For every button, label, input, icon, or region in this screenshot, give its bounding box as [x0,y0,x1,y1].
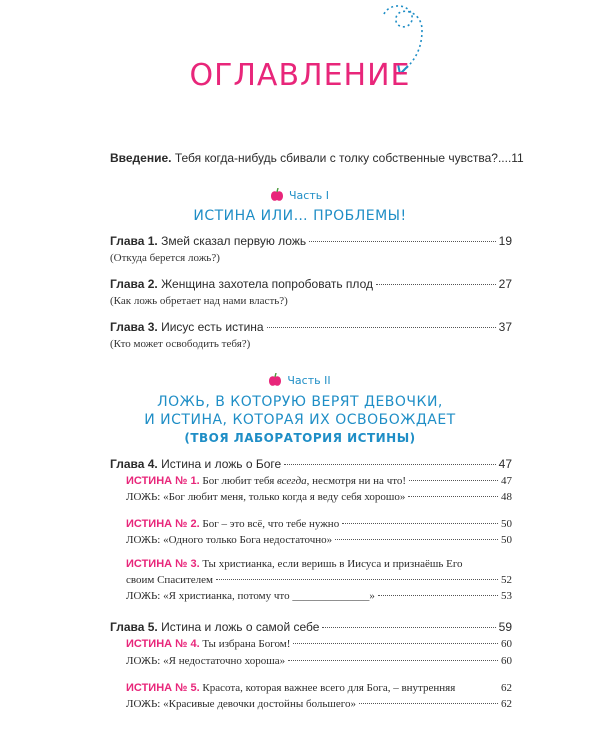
lie-label: ЛОЖЬ: [126,590,161,602]
truth-label: ИСТИНА № 2. [126,518,200,530]
toc-lie-2[interactable] [126,534,512,546]
truth-text: Красота, которая важнее всего для Бога, – внутренняя [202,682,456,694]
chapter-label: Глава 4. [110,457,158,471]
toc-chapter-2[interactable] [110,277,512,291]
toc-lie-1[interactable] [126,491,512,503]
lie-text: «Я недостаточно хороша» [163,655,286,667]
page-number: 50 [501,534,512,546]
page-number: 60 [501,638,512,650]
page-number: 47 [501,475,512,487]
chapter-title: Истина и ложь о самой себе [161,620,320,634]
toc-truth-5[interactable] [126,682,512,694]
page-number: 47 [498,457,512,471]
chapter-label: Глава 5. [110,620,158,634]
lie-text: «Я христианка, потому что ______________» [163,590,375,602]
toc-truth-2[interactable] [126,518,512,530]
toc-truth-1[interactable] [126,475,512,487]
part-1-heading: ИСТИНА ИЛИ… ПРОБЛЕМЫ! [193,208,407,224]
part-1-label [0,188,600,202]
page-number: 37 [498,320,512,334]
chapter-title: Змей сказал первую ложь [161,234,307,248]
page-number: 52 [501,574,512,586]
page-number: 59 [498,620,512,634]
chapter-3-subtitle: (Кто может освободить тебя?) [110,338,251,350]
part-2-heading-line-1: ЛОЖЬ, В КОТОРУЮ ВЕРЯТ ДЕВОЧКИ, [157,394,443,410]
page-number: 62 [501,682,512,694]
page-number: 19 [498,234,512,248]
lie-text: «Красивые девочки достойны большего» [163,698,357,710]
chapter-label: Глава 3. [110,320,158,334]
toc-truth-3-line-1[interactable] [126,558,463,570]
truth-text: Бог – это всё, что тебе нужно [202,518,340,530]
lie-label: ЛОЖЬ: [126,534,161,546]
toc-lie-4[interactable] [126,655,512,667]
lie-label: ЛОЖЬ: [126,698,161,710]
apple-icon [269,373,281,387]
toc-chapter-5[interactable] [110,620,512,634]
chapter-title: Женщина захотела попробовать плод [161,277,373,291]
intro-label: Введение. [110,151,172,165]
part-2-text: Часть II [287,374,331,387]
toc-truth-3-line-2[interactable] [126,574,512,586]
truth-label: ИСТИНА № 4. [126,638,200,650]
chapter-label: Глава 2. [110,277,158,291]
part-2-heading-line-3: (ТВОЯ ЛАБОРАТОРИЯ ИСТИНЫ) [184,431,416,445]
chapter-2-subtitle: (Как ложь обретает над нами власть?) [110,295,288,307]
toc-lie-5[interactable] [126,698,512,710]
truth-label: ИСТИНА № 1. [126,475,200,487]
lie-label: ЛОЖЬ: [126,655,161,667]
apple-icon [271,188,283,202]
page-number: 53 [501,590,512,602]
intro-text: Тебя когда-нибудь сбивали с толку собственные чувства?....11 [174,151,524,165]
truth-label: ИСТИНА № 5. [126,682,200,694]
chapter-1-subtitle: (Откуда берется ложь?) [110,252,220,264]
truth-label: ИСТИНА № 3. [126,558,200,570]
toc-truth-4[interactable] [126,638,512,650]
truth-text: Ты христианка, если веришь в Иисуса и признаёшь Его [202,558,463,570]
toc-chapter-3[interactable] [110,320,512,334]
toc-chapter-1[interactable] [110,234,512,248]
truth-text-end: , несмотря ни на что! [306,475,407,487]
toc-lie-3[interactable] [126,590,512,602]
page-title: ОГЛАВЛЕНИЕ [189,58,411,93]
chapter-title: Истина и ложь о Боге [161,457,282,471]
page-number: 27 [498,277,512,291]
page-number: 48 [501,491,512,503]
toc-chapter-4[interactable] [110,457,512,471]
part-1-text: Часть I [289,189,329,202]
lie-text: «Одного только Бога недостаточно» [163,534,333,546]
page-number: 50 [501,518,512,530]
lie-text: «Бог любит меня, только когда я веду себя хорошо» [163,491,406,503]
truth-text-cont: своим Спасителем [126,574,213,586]
intro-line[interactable] [110,151,524,165]
page-number: 60 [501,655,512,667]
chapter-title: Иисус есть истина [161,320,264,334]
chapter-label: Глава 1. [110,234,158,248]
lie-label: ЛОЖЬ: [126,491,161,503]
truth-text: Бог любит тебя [202,475,275,487]
part-2-label [0,373,600,387]
page-number: 62 [501,698,512,710]
part-2-heading-line-2: И ИСТИНА, КОТОРАЯ ИХ ОСВОБОЖДАЕТ [144,412,456,428]
truth-text: Ты избрана Богом! [202,638,291,650]
truth-emphasis: всегда [277,475,307,487]
